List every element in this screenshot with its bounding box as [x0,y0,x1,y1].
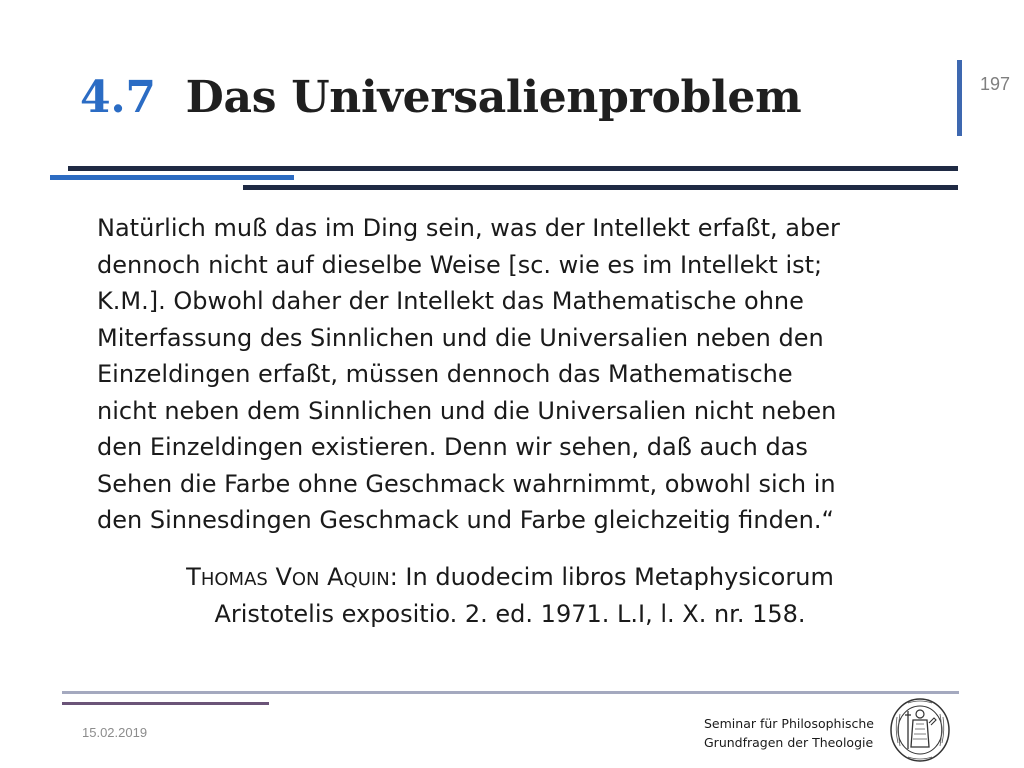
header-rule-top [68,166,958,171]
citation-work-part1: : In duodecim libros Metaphysicorum [389,563,834,591]
header-rule-bottom [243,185,958,190]
institution-line-1: Seminar für Philosophische [704,716,874,731]
slide-title [80,72,801,123]
quote-line: K.M.]. Obwohl daher der Intellekt das Mathematische ohne [97,287,804,315]
institution-line-2: Grundfragen der Theologie [704,735,874,750]
page-number: 197 [980,74,1011,94]
header-rule-accent [50,175,294,180]
quote-line: dennoch nicht auf dieselbe Weise [sc. wie es im Intellekt ist; [97,250,823,279]
quote-line: den Einzeldingen existieren. Denn wir sehen, daß auch das [97,433,808,461]
quote-line: Miterfassung des Sinnlichen und die Universalien neben den [97,323,824,352]
citation-author: THOMAS VON AQUIN [186,563,390,591]
quote-line: Natürlich muß das im Ding sein, was der Intellekt erfaßt, aber [97,214,840,242]
footer-accent-rule [62,702,269,705]
quote-line: den Sinnesdingen Geschmack und Farbe gleichzeitig finden.“ [97,506,834,534]
institution-name [704,714,884,752]
citation-work-part2: Aristotelis expositio. 2. ed. 1971. L.I, l. X. nr. 158. [214,600,806,628]
title-vertical-bar [957,60,962,136]
citation [110,560,910,632]
citation-line-1 [110,560,910,597]
slide-date: 15.02.2019 [82,725,148,740]
section-number: 4.7 [80,72,156,123]
quote-block [97,210,967,539]
footer-rule [62,691,959,694]
quote-line: Sehen die Farbe ohne Geschmack wahrnimmt, obwohl sich in [97,469,836,498]
title-text: Das Universalienproblem [185,72,802,123]
university-seal-icon [888,697,952,763]
quote-line: nicht neben dem Sinnlichen und die Universalien nicht neben [97,396,837,425]
quote-line: Einzeldingen erfaßt, müssen dennoch das Mathematische [97,360,793,388]
